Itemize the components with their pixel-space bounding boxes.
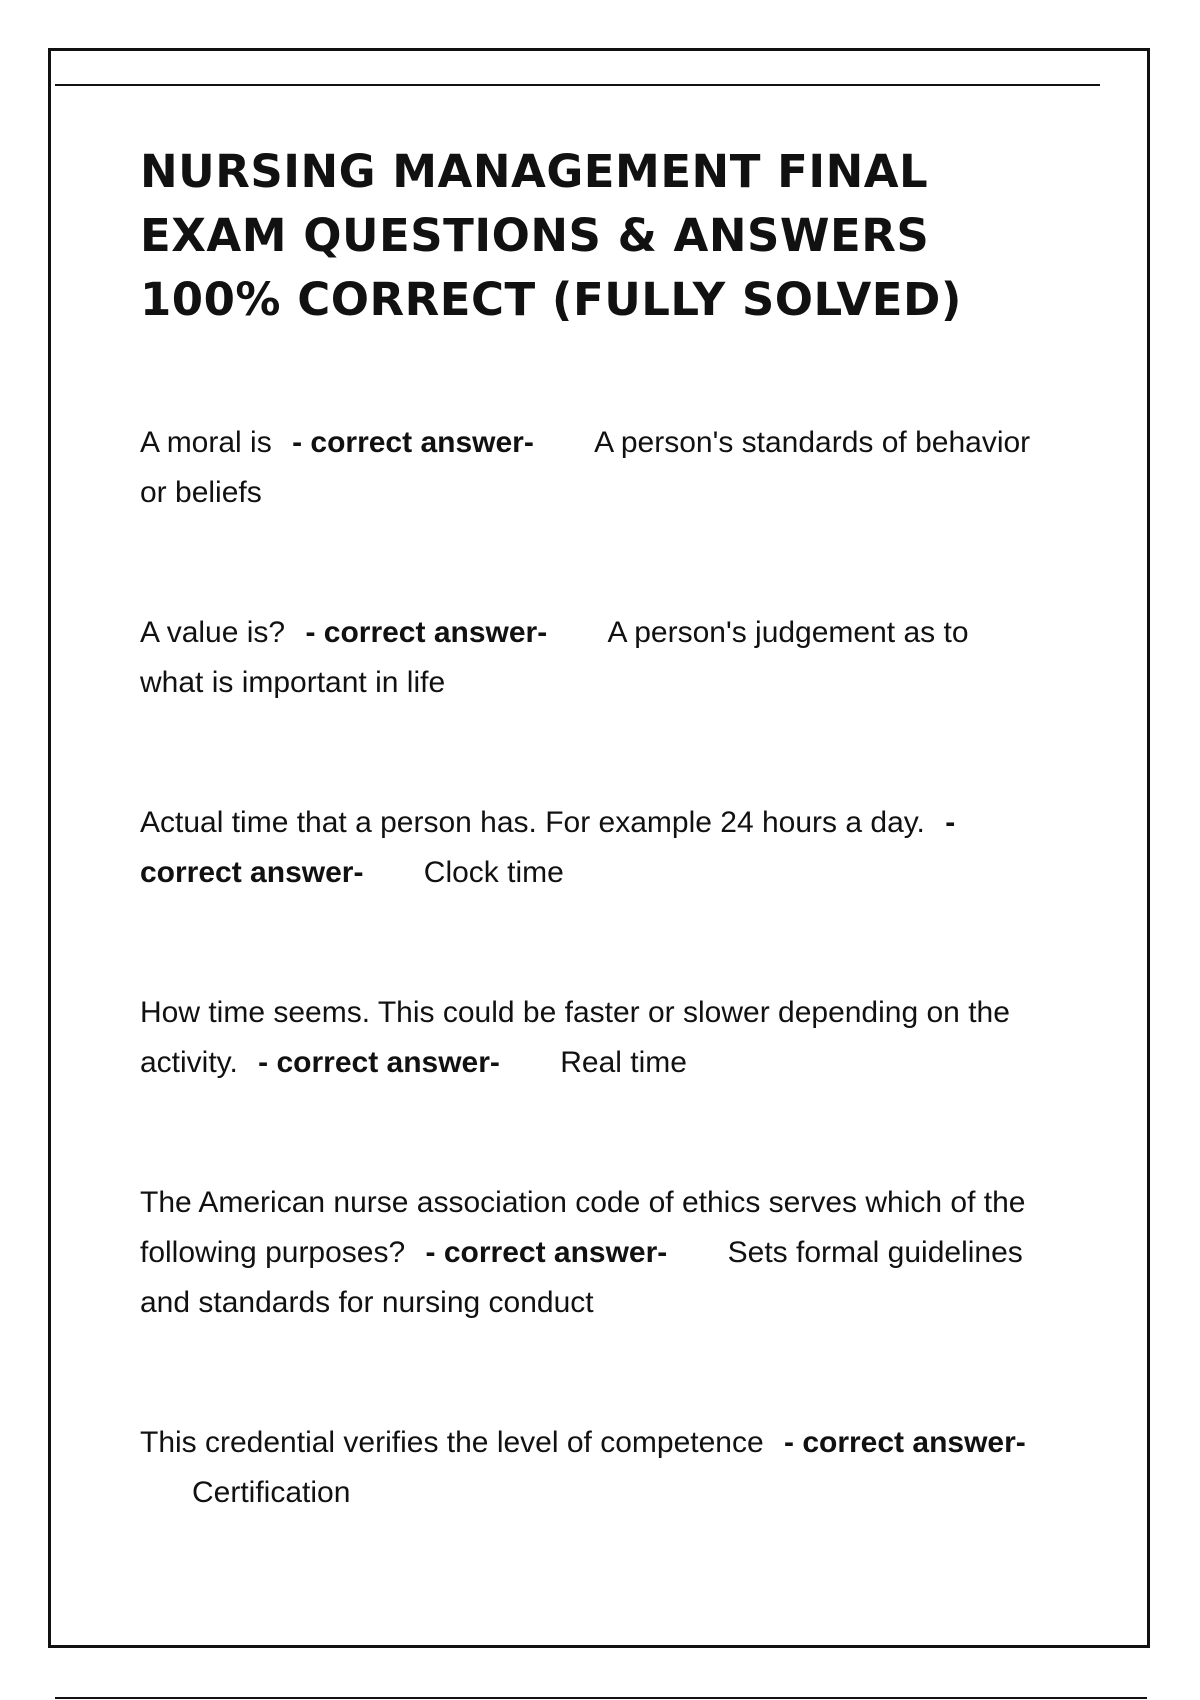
answer-marker: - correct answer-: [258, 1046, 500, 1079]
qa-item: [140, 798, 1040, 898]
bottom-rule: [55, 1697, 1147, 1699]
answer-marker: - correct answer-: [784, 1426, 1026, 1459]
question-text: A value is?: [140, 616, 286, 649]
question-text: Actual time that a person has. For example 24 hours a day.: [140, 806, 925, 839]
qa-item: [140, 608, 1040, 708]
answer-marker: - correct answer-: [305, 616, 548, 649]
question-text: The American nurse association code of ethics serves which of the following purposes?: [140, 1186, 1026, 1269]
question-text: How time seems. This could be faster or slower depending on the activity.: [140, 996, 1010, 1079]
answer-marker: - correct answer-: [425, 1236, 668, 1269]
question-text: This credential verifies the level of competence: [140, 1426, 764, 1459]
answer-marker: - correct answer-: [140, 806, 956, 889]
answer-text: Sets formal guidelines and standards for nursing conduct: [140, 1236, 1023, 1319]
answer-text: A person's judgement as to what is important in life: [140, 616, 969, 699]
document-title: [140, 140, 1040, 332]
answer-text: Certification: [192, 1476, 351, 1509]
title-line-3: 100% CORRECT (FULLY SOLVED): [140, 273, 962, 326]
title-line-2: EXAM QUESTIONS & ANSWERS: [140, 209, 930, 262]
answer-text: Real time: [560, 1046, 687, 1079]
qa-list: [140, 418, 1040, 1608]
top-rule: [55, 84, 1100, 86]
qa-item: [140, 1178, 1040, 1328]
question-text: A moral is: [140, 426, 272, 459]
qa-item: [140, 1418, 1040, 1518]
answer-text: A person's standards of behavior or beliefs: [140, 426, 1031, 509]
title-line-1: NURSING MANAGEMENT FINAL: [140, 145, 929, 198]
answer-text: Clock time: [423, 856, 564, 889]
qa-item: [140, 988, 1040, 1088]
qa-item: [140, 418, 1040, 518]
answer-marker: - correct answer-: [292, 426, 534, 459]
